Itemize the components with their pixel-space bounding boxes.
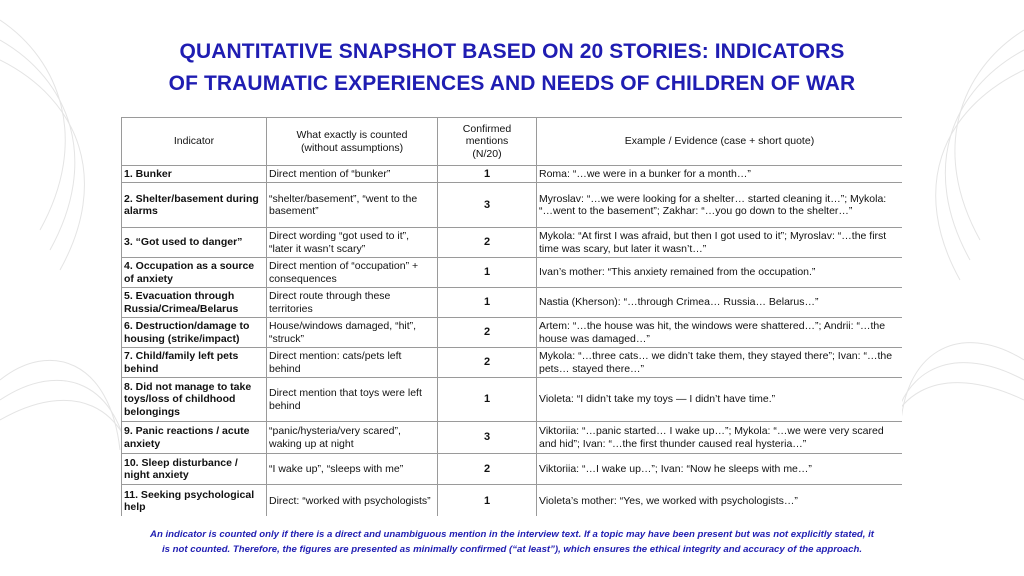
example-cell: Artem: “…the house was hit, the windows were shattered…”; Andrii: “…the house was damaged…” (537, 318, 903, 348)
count-cell: 2 (438, 228, 537, 258)
counted-cell: Direct: “worked with psychologists” (267, 485, 438, 517)
page-title-line-2: OF TRAUMATIC EXPERIENCES AND NEEDS OF CHILDREN OF WAR (168, 72, 856, 95)
example-cell: Roma: “…we were in a bunker for a month…” (537, 166, 903, 183)
table-header-row (122, 118, 903, 166)
header-what-counted-line-2: (without assumptions) (300, 141, 404, 154)
indicator-cell: 3. “Got used to danger” (122, 228, 267, 258)
indicator-cell: 8. Did not manage to take toys/loss of childhood belongings (122, 378, 267, 422)
counted-cell: Direct mention of “bunker” (267, 166, 438, 183)
counted-cell: Direct route through these territories (267, 288, 438, 318)
table-row (122, 183, 903, 228)
example-cell: Violeta: “I didn’t take my toys — I didn’t have time.” (537, 378, 903, 422)
table-row (122, 454, 903, 485)
header-what-counted (267, 118, 438, 166)
table-row (122, 318, 903, 348)
indicators-table (121, 117, 902, 516)
footnote-line-1: An indicator is counted only if there is a direct and unambiguous mention in the interview text. If a topic may have been present but was not explicitly stated, it (150, 529, 874, 540)
count-cell: 1 (438, 258, 537, 288)
example-cell: Violeta’s mother: “Yes, we worked with psychologists…” (537, 485, 903, 517)
header-confirmed-line-1: Confirmed (462, 122, 512, 135)
example-cell: Ivan’s mother: “This anxiety remained from the occupation.” (537, 258, 903, 288)
count-cell: 1 (438, 288, 537, 318)
page-title-line-1: QUANTITATIVE SNAPSHOT BASED ON 20 STORIES: INDICATORS (179, 40, 845, 63)
counted-cell: House/windows damaged, “hit”, “struck” (267, 318, 438, 348)
table-row (122, 228, 903, 258)
indicator-cell: 10. Sleep disturbance / night anxiety (122, 454, 267, 485)
header-confirmed-mentions (438, 118, 537, 166)
example-cell: Myroslav: “…we were looking for a shelter… started cleaning it…”; Mykola: “…went to the basement”; Zakhar: “…you go down to the shelter…” (537, 183, 903, 228)
count-cell: 2 (438, 454, 537, 485)
header-confirmed-line-3: (N/20) (472, 147, 502, 160)
header-confirmed-line-2: mentions (465, 135, 509, 148)
example-cell: Mykola: “…three cats… we didn’t take them, they stayed there”; Ivan: “…the pets… stayed there…” (537, 348, 903, 378)
table-row (122, 485, 903, 517)
count-cell: 3 (438, 183, 537, 228)
indicator-cell: 2. Shelter/basement during alarms (122, 183, 267, 228)
page-title (0, 36, 1024, 100)
counted-cell: Direct wording “got used to it”, “later it wasn’t scary” (267, 228, 438, 258)
indicator-cell: 11. Seeking psychological help (122, 485, 267, 517)
example-cell: Viktoriia: “…panic started… I wake up…”; Mykola: “…we were very scared and hid”; Ivan: “…the first thunder caused real hysteria…” (537, 422, 903, 454)
footnote-line-2: is not counted. Therefore, the figures are presented as minimally confirmed (“at least”), which ensures the ethical integrity and accuracy of the approach. (162, 544, 862, 555)
count-cell: 1 (438, 485, 537, 517)
example-cell: Mykola: “At first I was afraid, but then I got used to it”; Myroslav: “…the first time was scary, but later it wasn’t…” (537, 228, 903, 258)
table-row (122, 166, 903, 183)
count-cell: 3 (438, 422, 537, 454)
count-cell: 1 (438, 166, 537, 183)
header-example-evidence: Example / Evidence (case + short quote) (537, 118, 903, 166)
counted-cell: “I wake up”, “sleeps with me” (267, 454, 438, 485)
indicators-table-container (121, 117, 902, 516)
indicator-cell: 1. Bunker (122, 166, 267, 183)
table-row (122, 348, 903, 378)
table-row (122, 378, 903, 422)
counted-cell: “shelter/basement”, “went to the basement” (267, 183, 438, 228)
table-row (122, 422, 903, 454)
indicator-cell: 7. Child/family left pets behind (122, 348, 267, 378)
counted-cell: Direct mention: cats/pets left behind (267, 348, 438, 378)
indicator-cell: 5. Evacuation through Russia/Crimea/Belarus (122, 288, 267, 318)
header-indicator: Indicator (122, 118, 267, 166)
count-cell: 1 (438, 378, 537, 422)
example-cell: Nastia (Kherson): “…through Crimea… Russia… Belarus…” (537, 288, 903, 318)
counted-cell: Direct mention of “occupation” + consequences (267, 258, 438, 288)
table-row (122, 258, 903, 288)
header-what-counted-line-1: What exactly is counted (296, 129, 408, 141)
counted-cell: Direct mention that toys were left behind (267, 378, 438, 422)
count-cell: 2 (438, 318, 537, 348)
count-cell: 2 (438, 348, 537, 378)
table-row (122, 288, 903, 318)
methodology-footnote (90, 527, 934, 557)
indicator-cell: 6. Destruction/damage to housing (strike/impact) (122, 318, 267, 348)
example-cell: Viktoriia: “…I wake up…”; Ivan: “Now he sleeps with me…” (537, 454, 903, 485)
counted-cell: “panic/hysteria/very scared”, waking up at night (267, 422, 438, 454)
indicator-cell: 4. Occupation as a source of anxiety (122, 258, 267, 288)
indicator-cell: 9. Panic reactions / acute anxiety (122, 422, 267, 454)
